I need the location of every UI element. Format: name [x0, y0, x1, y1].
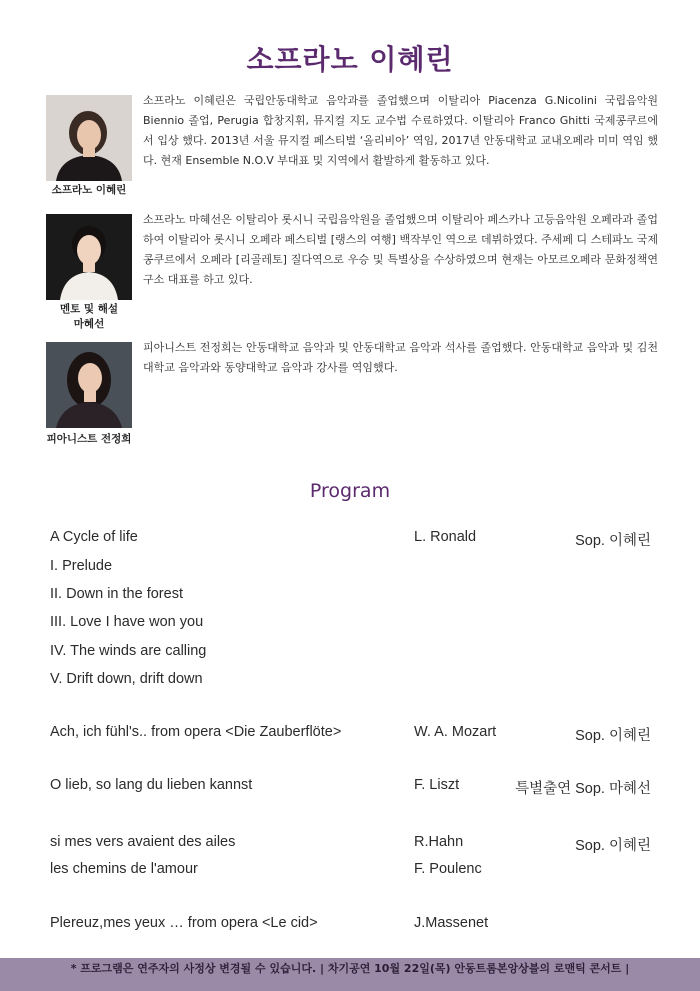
- program-work: les chemins de l'amour: [50, 861, 198, 877]
- program-work: si mes vers avaient des ailes: [50, 834, 236, 850]
- program-composer: F. Liszt: [414, 777, 460, 793]
- portrait-caption: 소프라노 이혜린: [51, 184, 127, 196]
- program-composer: R.Hahn: [414, 834, 464, 850]
- portrait-photo: [46, 95, 132, 181]
- program-composer: L. Ronald: [414, 529, 477, 545]
- bio-text: 소프라노 이혜린은 국립안동대학교 음악과를 졸업했으며 이탈리아 Piacenza G.Nicolini 국립음악원 Biennio 졸업, Perugia 합창지휘, 뮤지컬 지도 교수법 수료하였다. 이탈리아 Franco Ghitti 국제콩쿠르에서 입상 했다. 2013년 서울 뮤지컬 페스티벌 ‘올리비아’ 역임, 2017년 안동대학교 교내오페라 미미 역임 했다. 현재 Ensemble N.O.V 부대표 및 지역에서 활발하게 활동하고 있다.: [143, 94, 658, 167]
- program-work: Ach, ich fühl's.. from opera <Die Zauberflöte>: [50, 724, 342, 740]
- bio-text: 소프라노 마혜선은 이탈리아 롯시니 국립음악원을 졸업했으며 이탈리아 페스카나 고등음악원 오페라과 졸업하여 이탈리아 롯시니 오페라 페스티벌 [랭스의 여행] 백작부인 역으로 데뷔하였다. 주세페 디 스테파노 국제콩쿠르에서 오페라 [리골레토] 질다역으로 우승 및 특별상을 수상하였으며 현재는 아모르오페라 문화정책연구소 대표를 하고 있다.: [143, 213, 658, 286]
- footer-notice: * 프로그램은 연주자의 사정상 변경될 수 있습니다. | 차기공연 10월 22일(목) 안동트롬본앙상블의 로맨틱 콘서트 |: [0, 958, 700, 991]
- program-performer: Sop. 이혜린: [575, 533, 651, 549]
- program-heading: Program: [309, 480, 391, 502]
- program-composer: F. Poulenc: [414, 861, 482, 877]
- portrait-photo: [46, 342, 132, 428]
- program-composer: J.Massenet: [414, 915, 489, 931]
- portrait-photo: [46, 214, 132, 300]
- program-movement: IV. The winds are calling: [50, 643, 207, 659]
- program-work: O lieb, so lang du lieben kannst: [50, 777, 253, 793]
- program-performer: 특별출연 Sop. 마혜선: [515, 781, 651, 797]
- page-title: 소프라노 이혜린: [246, 43, 454, 76]
- portrait-caption: 피아니스트 전정희: [46, 433, 132, 445]
- portrait-caption: 멘토 및 해설 마혜선: [59, 303, 119, 330]
- program-movement: I. Prelude: [50, 558, 113, 574]
- program-movement: V. Drift down, drift down: [50, 671, 203, 687]
- program-work: Plereuz,mes yeux … from opera <Le cid>: [50, 915, 318, 931]
- bio-text: 피아니스트 전정희는 안동대학교 음악과 및 안동대학교 음악과 석사를 졸업했다. 안동대학교 음악과 및 김천대학교 음악과와 동양대학교 음악과 강사를 역임했다.: [143, 341, 658, 374]
- program-performer: Sop. 이혜린: [575, 728, 651, 744]
- program-composer: W. A. Mozart: [414, 724, 497, 740]
- program-work: A Cycle of life: [50, 529, 138, 545]
- program-movement: II. Down in the forest: [50, 586, 183, 602]
- program-movement: III. Love I have won you: [50, 614, 204, 630]
- program-performer: Sop. 이혜린: [575, 838, 651, 854]
